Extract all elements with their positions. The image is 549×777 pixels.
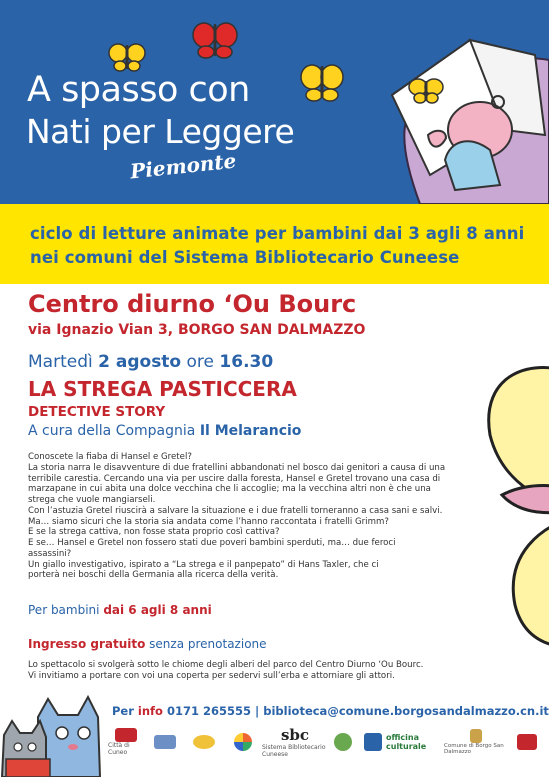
description-line: La storia narra le disavventure di due fratellini abbandonati nel bosco dai genitori a causa di una	[28, 462, 446, 473]
contact-separator: |	[255, 704, 260, 718]
emblem-icon	[154, 735, 176, 749]
company-name: Il Melarancio	[199, 423, 302, 439]
title-line-2: Nati per Leggere	[26, 112, 295, 151]
contact-line	[112, 704, 549, 718]
emblem-icon	[364, 733, 382, 751]
note-text	[28, 660, 423, 682]
show-title: LA STREGA PASTICCERA	[28, 377, 297, 401]
contact-phone[interactable]: 0171 265555	[166, 704, 252, 718]
logo-partner	[512, 727, 542, 757]
logo-partner	[186, 727, 222, 757]
title-line-1: A spasso con	[27, 70, 250, 110]
age-range	[28, 603, 212, 617]
logo-cuneo: Città di Cuneo	[108, 727, 144, 757]
company-prefix: A cura della Compagnia	[28, 423, 196, 439]
logo-borgo: Comune di Borgo San Dalmazzo	[444, 727, 508, 757]
description-line: marzapane in cui abita una dolce vecchina che li accoglie; ma la vecchina altri non è che una	[28, 484, 431, 495]
emblem-icon	[193, 735, 215, 749]
venue-name: Centro diurno ‘Ou Bourc	[28, 290, 357, 318]
butterfly-icon	[408, 75, 444, 105]
logo-sbc: sbc Sistema Bibliotecario Cuneese	[262, 726, 326, 758]
butterfly-icon	[108, 40, 146, 74]
description-line: Un giallo investigativo, ispirato a “La strega e il panpepato” di Hans Taxler, che ci	[28, 559, 379, 570]
event-date: 2 agosto	[98, 352, 182, 372]
header-banner	[0, 0, 549, 204]
cats-illustration	[0, 687, 110, 777]
butterfly-icon	[300, 60, 344, 106]
note-line: Lo spettacolo si svolgerà sotto le chiome degli alberi del parco del Centro Diurno ‘Ou Bourc.	[28, 660, 424, 670]
description-line: E se… Hansel e Gretel non fossero stati due poveri bambini sperduti, ma… due feroci	[28, 538, 396, 548]
show-subtitle: DETECTIVE STORY	[28, 404, 166, 420]
description-text	[28, 452, 488, 581]
description-line: Conoscete la fiaba di Hansel e Gretel?	[28, 452, 192, 462]
emblem-icon	[517, 734, 537, 750]
shield-icon	[115, 728, 137, 742]
contact-info-label: info	[137, 704, 163, 718]
company-line	[28, 423, 301, 439]
tree-icon	[334, 733, 352, 751]
event-datetime	[28, 352, 273, 372]
age-prefix: Per bambini	[28, 603, 100, 617]
sponsor-logos	[108, 727, 544, 757]
description-line: assassini?	[28, 548, 72, 559]
description-line: porterà nei boschi della Germania alla ricerca della verità.	[28, 570, 279, 581]
logo-partner	[362, 727, 384, 757]
band-line-1: ciclo di letture animate per bambini dai 3 agli 8 anni	[30, 224, 525, 243]
description-line: Con l’astuzia Gretel riuscirà a salvare la situazione e i due fratelli torneranno a casa sani e salvi.	[28, 505, 443, 516]
logo-partner	[230, 727, 256, 757]
description-line: E se la strega cattiva, non fosse stata proprio così cattiva?	[28, 527, 280, 538]
logo-partner	[152, 727, 178, 757]
subtitle-band	[0, 204, 549, 284]
band-line-2: nei comuni del Sistema Bibliotecario Cuneese	[30, 248, 460, 267]
age-value: dai 6 agli 8 anni	[103, 603, 212, 617]
description-line: Ma… siamo sicuri che la storia sia andata come l’hanno raccontata i fratelli Grimm?	[28, 516, 389, 527]
region-signature: Piemonte	[129, 148, 238, 184]
flower-icon	[234, 733, 252, 751]
entry-info	[28, 637, 267, 651]
event-day: Martedì	[28, 352, 93, 372]
logo-partner	[330, 727, 356, 757]
butterfly-icon	[192, 18, 238, 62]
event-time-prefix: ore	[186, 352, 215, 372]
venue-address: via Ignazio Vian 3, BORGO SAN DALMAZZO	[28, 322, 366, 338]
crest-icon	[470, 729, 482, 743]
description-line: strega che vuole mangiarseli.	[28, 495, 156, 505]
entry-free: Ingresso gratuito	[28, 637, 146, 651]
contact-email[interactable]: biblioteca@comune.borgosandalmazzo.cn.it	[263, 704, 549, 718]
contact-prefix: Per	[112, 704, 134, 718]
logo-officina: officina culturale	[386, 733, 427, 751]
entry-rest: senza prenotazione	[149, 637, 267, 651]
note-line: Vi invitiamo a portare con voi una coperta per sedervi sull’erba e attorniare gli attori.	[28, 671, 395, 681]
event-time: 16.30	[219, 352, 274, 372]
description-line: terribile carestia. Cercando una via per uscire dalla foresta, Hansel e Gretel trovano una casa di	[28, 473, 441, 484]
